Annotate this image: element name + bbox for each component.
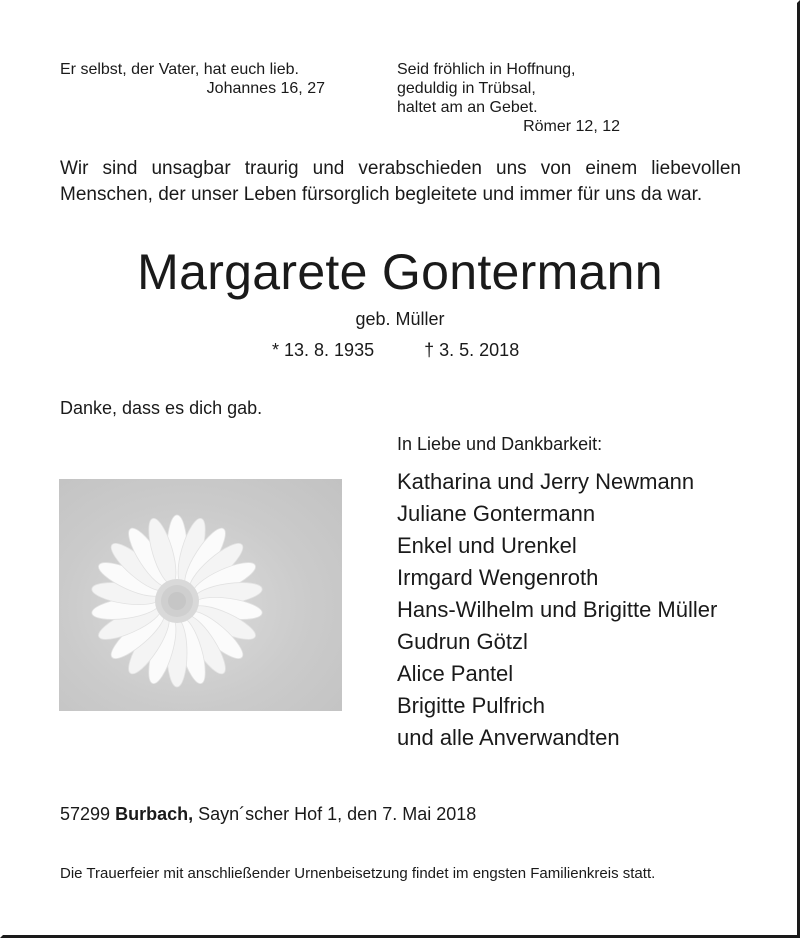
mourner-item: Juliane Gontermann: [397, 501, 596, 526]
address-rest: Sayn´scher Hof 1, den 7. Mai 2018: [198, 804, 477, 824]
daisy-icon: [59, 479, 342, 711]
life-dates: [272, 339, 652, 361]
mourner-item: Hans-Wilhelm und Brigitte Müller: [397, 597, 718, 622]
address-line: [60, 803, 476, 825]
thanks-line: Danke, dass es dich gab.: [60, 398, 263, 418]
verse-left-text: Er selbst, der Vater, hat euch lieb.: [60, 61, 299, 78]
verse-right: [397, 60, 652, 136]
verse-right-line-2: geduldig in Trübsal,: [397, 80, 536, 97]
daisy-photo: [59, 479, 342, 711]
mourner-item: Gudrun Götzl: [397, 629, 528, 654]
mourner-item: Enkel und Urenkel: [397, 533, 577, 558]
address-city: Burbach,: [115, 804, 194, 824]
mourners-list: [397, 466, 777, 754]
verse-right-line-3: haltet am an Gebet.: [397, 99, 538, 116]
death-date: † 3. 5. 2018: [424, 340, 520, 360]
verse-right-line-1: Seid fröhlich in Hoffnung,: [397, 61, 576, 78]
mourner-item: Irmgard Wengenroth: [397, 565, 599, 590]
mourner-item: Katharina und Jerry Newmann: [397, 469, 695, 494]
birth-date: * 13. 8. 1935: [272, 340, 375, 360]
address-zip: 57299: [60, 804, 111, 824]
verse-left: [60, 60, 325, 98]
maiden-name: geb. Müller: [355, 309, 445, 329]
verse-right-ref: Römer 12, 12: [523, 118, 620, 135]
mourner-item: und alle Anverwandten: [397, 725, 620, 750]
intro-paragraph: Wir sind unsagbar traurig und verabschieden uns von einem liebevollen Menschen, der unser Leben fürsorglich begleitete und immer für uns da war.: [60, 158, 741, 205]
deceased-name: Margarete Gontermann: [137, 244, 663, 300]
mourners-heading: In Liebe und Dankbarkeit:: [397, 434, 603, 454]
mourner-item: Alice Pantel: [397, 661, 514, 686]
ceremony-note: Die Trauerfeier mit anschließender Urnenbeisetzung findet im engsten Familienkreis statt.: [60, 865, 656, 882]
mourner-item: Brigitte Pulfrich: [397, 693, 545, 718]
verse-left-ref: Johannes 16, 27: [206, 80, 325, 97]
